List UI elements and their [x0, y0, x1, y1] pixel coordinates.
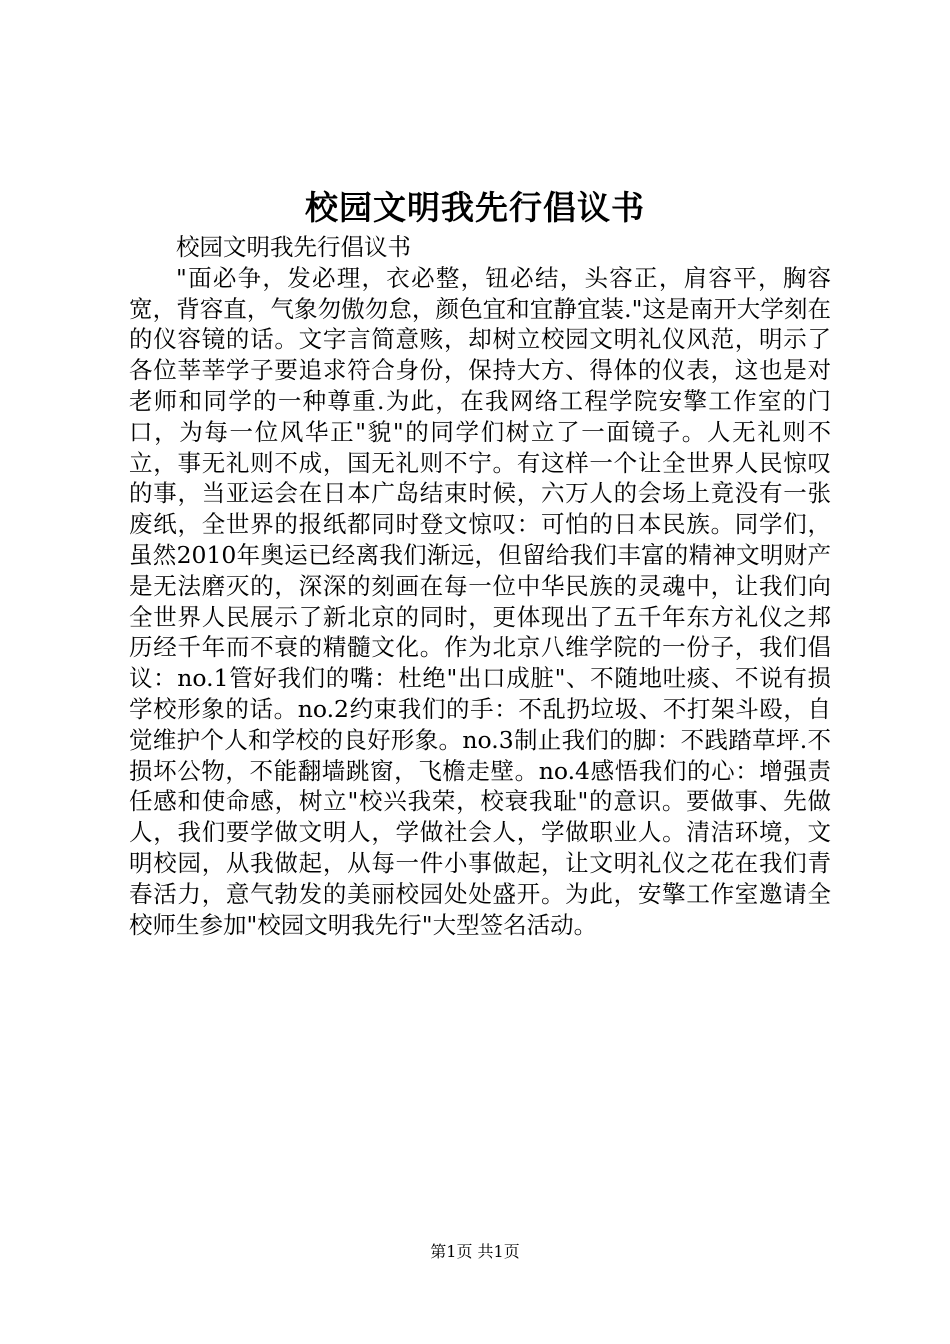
document-paragraph: "面必争，发必理，衣必整，钮必结，头容正，肩容平，胸容宽，背容直，气象勿傲勿怠，颜色宜和宜静宜装."这是南开大学刻在的仪容镜的话。文字言简意赅，却树立校园文明礼仪风范，明示了各位莘莘学子要追求符合身份，保持大方、得体的仪表，这也是对老师和同学的一种尊重.为此，在我网络工程学院安擎工作室的门口，为每一位风华正"貌"的同学们树立了一面镜子。人无礼则不立，事无礼则不成，国无礼则不宁。有这样一个让全世界人民惊叹的事，当亚运会在日本广岛结束时候，六万人的会场上竟没有一张废纸，全世界的报纸都同时登文惊叹：可怕的日本民族。同学们，虽然2010年奥运已经离我们渐远，但留给我们丰富的精神文明财产是无法磨灭的，深深的刻画在每一位中华民族的灵魂中，让我们向全世界人民展示了新北京的同时，更体现出了五千年东方礼仪之邦历经千年而不衰的精髓文化。作为北京八维学院的一份子，我们倡议：no.1管好我们的嘴：杜绝"出口成脏"、不随地吐痰、不说有损学校形象的话。no.2约束我们的手：不乱扔垃圾、不打架斗殴，自觉维护个人和学校的良好形象。no.3制止我们的脚：不践踏草坪.不损坏公物，不能翻墙跳窗，飞檐走壁。no.4感悟我们的心：增强责任感和使命感，树立"校兴我荣，校衰我耻"的意识。要做事、先做人，我们要学做文明人，学做社会人，学做职业人。清洁环境，文明校园，从我做起，从每一件小事做起，让文明礼仪之花在我们青春活力，意气勃发的美丽校园处处盛开。为此，安擎工作室邀请全校师生参加"校园文明我先行"大型签名活动。: [129, 263, 831, 939]
document-subtitle: 校园文明我先行倡议书: [176, 233, 411, 261]
document-body: [129, 232, 831, 940]
page-footer: 第1页 共1页: [430, 1242, 520, 1261]
document-title: 校园文明我先行倡议书: [305, 188, 645, 227]
